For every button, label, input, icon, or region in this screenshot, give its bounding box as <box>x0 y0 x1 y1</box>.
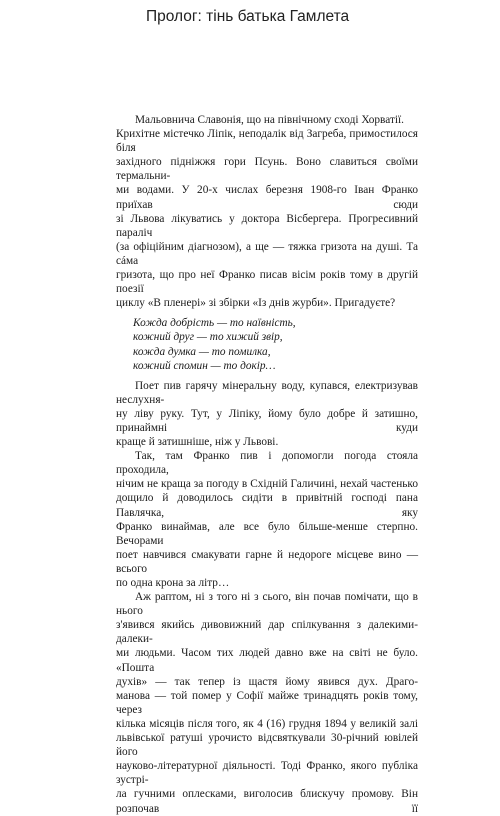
text-line: нічим не краща за погоду в Східній Галичині, нехай частенько <box>116 478 418 491</box>
text-line: львівської ратуші урочисто відсвяткували 30-річний ювілей його <box>116 732 418 759</box>
text-line: манова — той помер у Софії майже тринадцять років тому, через <box>116 689 418 716</box>
text-line: дощило й доводилось сидіти в привітній господі пана Павлячка, яку <box>116 492 418 519</box>
text-line: з'явився якийсь дивовижний дар спілкування з далекими-далеки- <box>116 619 418 646</box>
text-line: краще й затишніше, ніж у Львові. <box>116 436 279 449</box>
verse-line: Кожда добрість — то наївність, <box>133 317 296 330</box>
text-line: ну ліву руку. Тут, у Ліпіку, йому було добре й затишно, принаймні куди <box>116 407 418 434</box>
text-line: Поет пив гарячу мінеральну воду, купався, електризував неслухня- <box>116 379 418 406</box>
text-line: кілька місяців після того, як 4 (16) грудня 1894 у великій залі <box>116 717 418 730</box>
text-line: ми водами. У 20-х числах березня 1908-го Іван Франко приїхав сюди <box>116 184 418 211</box>
text-line: Крихітне містечко Ліпік, неподалік від Загреба, примостилося біля <box>116 128 418 155</box>
text-line: Так, там Франко пив і допомогли погода стояла проходила, <box>116 450 418 477</box>
text-line: (за офіційним діагнозом), а ще — тяжка гризота на душі. Та сáма <box>116 240 418 267</box>
chapter-body <box>116 113 418 816</box>
verse-line: кожда думка — то помилка, <box>133 345 271 358</box>
text-line: зі Львова лікуватись у доктора Вісбергера. Прогресивний параліч <box>116 212 418 239</box>
text-line: Аж раптом, ні з того ні з сього, він почав помічати, що в нього <box>116 591 418 618</box>
page-title: Пролог: тінь батька Гамлета <box>146 8 350 25</box>
text-line: поет навчився смакувати гарне й недороге місцеве вино — всього <box>116 548 418 575</box>
text-line: Франко винаймав, але все було більше-менше стерпно. Вечорами <box>116 520 418 547</box>
text-line: циклу «В пленері» зі збірки «Із днів журби». Пригадуєте? <box>116 297 396 310</box>
text-line: гризота, що про неї Франко писав вісім років тому в другій поезії <box>116 269 418 296</box>
text-line: ла гучними оплесками, виголосив блискучу промову. Він розпочав її <box>116 788 418 815</box>
text-line: західного підніжжя гори Псунь. Воно славиться своїми термальни- <box>116 156 418 183</box>
text-line: Мальовнича Славонія, що на північному сході Хорватії. <box>135 114 405 126</box>
text-line: по одна крона за літр… <box>116 577 230 589</box>
verse-line: кожний спомин — то докір… <box>133 359 276 372</box>
text-line: духів» — так тепер із щастя йому явився дух. Драго- <box>116 675 418 688</box>
verse-line: кожний друг — то хижий звір, <box>133 331 283 344</box>
text-line: ми людьми. Часом тих людей давно вже на світі не було. «Пошта <box>116 647 418 674</box>
text-line: науково-літературної діяльності. Тоді Франко, якого публіка зустрі- <box>116 760 418 787</box>
